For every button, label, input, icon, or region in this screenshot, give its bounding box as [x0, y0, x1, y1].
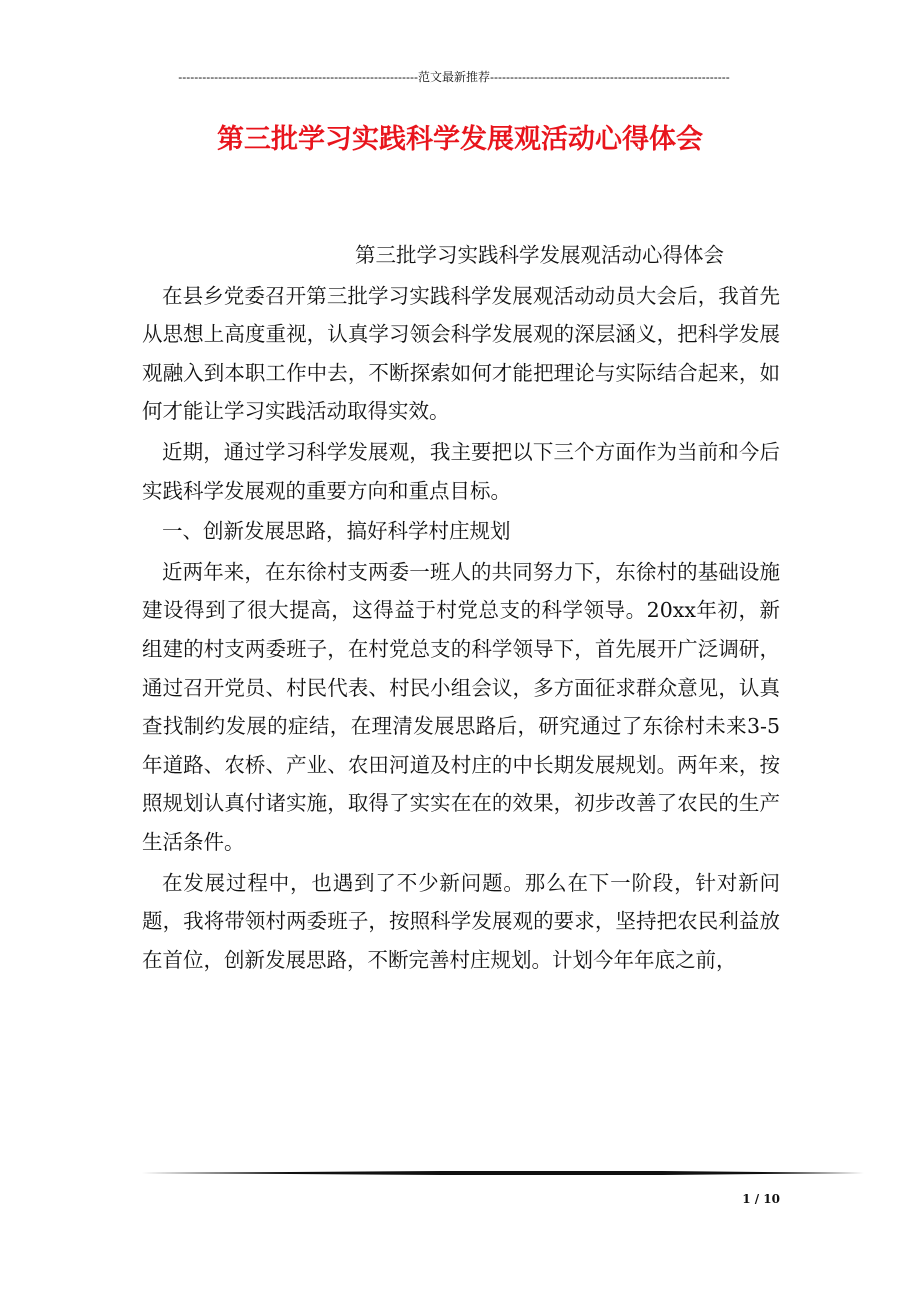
paragraph: 近期，通过学习科学发展观，我主要把以下三个方面作为当前和今后实践科学发展观的重要方向和重点目标。 — [142, 439, 780, 503]
header-dashes-left: ------------------------------------------------------------ — [178, 70, 418, 84]
document-title: 第三批学习实践科学发展观活动心得体会 — [217, 124, 703, 155]
paragraph: 在县乡党委召开第三批学习实践科学发展观活动动员大会后，我首先从思想上高度重视，认真学习领会科学发展观的深层涵义，把科学发展观融入到本职工作中去，不断探索如何才能把理论与实际结合起来，如何才能让学习实践活动取得实效。 — [142, 283, 780, 424]
running-header — [140, 68, 768, 86]
paragraph: 在发展过程中，也遇到了不少新问题。那么在下一阶段，针对新问题，我将带领村两委班子，按照科学发展观的要求，坚持把农民利益放在首位，创新发展思路，不断完善村庄规划。计划今年年底之前， — [142, 870, 780, 972]
page-number: 1 / 10 — [742, 1192, 780, 1206]
paragraph: 近两年来，在东徐村支两委一班人的共同努力下，东徐村的基础设施建设得到了很大提高，这得益于村党总支的科学领导。20xx年初，新组建的村支两委班子，在村党总支的科学领导下，首先展开广泛调研，通过召开党员、村民代表、村民小组会议，多方面征求群众意见，认真查找制约发展的症结，在理清发展思路后，研究通过了东徐村未来3-5年道路、农桥、产业、农田河道及村庄的中长期发展规划。两年来，按照规划认真付诸实施，取得了实实在在的效果，初步改善了农民的生产生活条件。 — [142, 559, 780, 854]
section-heading: 一、创新发展思路，搞好科学村庄规划 — [162, 519, 511, 544]
document-body — [142, 236, 780, 981]
document-subtitle: 第三批学习实践科学发展观活动心得体会 — [355, 243, 724, 267]
header-dashes-right: ------------------------------------------------------------ — [490, 70, 730, 84]
header-label: 范文最新推荐 — [417, 70, 490, 84]
footer-rule — [142, 1170, 864, 1176]
